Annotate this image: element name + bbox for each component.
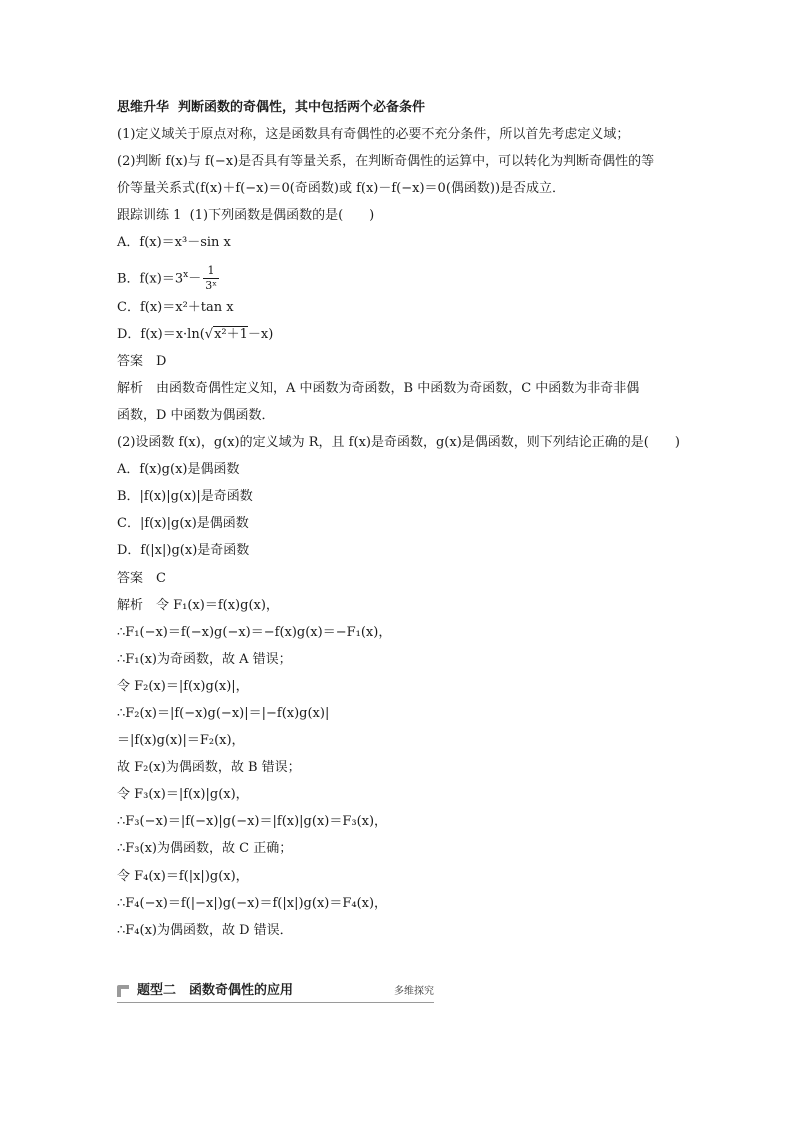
- exercise-2-option-a: A．f(x)g(x)是偶函数: [117, 462, 240, 478]
- analysis-line: ∴F₄(x)为偶函数，故 D 错误．: [117, 922, 293, 938]
- option-b-text: B．f(x)＝3: [117, 270, 184, 286]
- exercise-1-option-b: [117, 257, 682, 294]
- analysis-line: ∴F₁(x)为奇函数，故 A 错误；: [117, 651, 292, 667]
- option-b-minus: －: [188, 270, 202, 286]
- analysis-line: ∴F₃(−x)＝|f(−x)|g(−x)＝|f(x)|g(x)＝F₃(x)，: [117, 814, 388, 830]
- analysis-line: 令 F₄(x)＝f(|x|)g(x)，: [117, 868, 249, 884]
- analysis-line: ∴F₄(−x)＝f(|−x|)g(−x)＝f(|x|)g(x)＝F₄(x)，: [117, 895, 388, 911]
- summary-point-2: (2)判断 f(x)与 f(−x)是否具有等量关系，在判断奇偶性的运算中，可以转化为判断奇偶性的等: [117, 154, 655, 170]
- analysis-line: ∴F₁(−x)＝f(−x)g(−x)＝−f(x)g(x)＝−F₁(x)，: [117, 624, 392, 640]
- option-d-text: D．f(x)＝x·ln(: [117, 326, 205, 342]
- sqrt-radicand: x²＋1: [214, 326, 248, 342]
- fraction-denominator: 3ˣ: [205, 278, 217, 292]
- exercise-2-option-d: D．f(|x|)g(x)是奇函数: [117, 543, 250, 559]
- analysis-line: 故 F₂(x)为偶函数，故 B 错误；: [117, 760, 301, 776]
- exercise-1-question: 跟踪训练 1 (1)下列函数是偶函数的是( ): [117, 208, 375, 224]
- exercise-1-option-c: C．f(x)＝x²＋tan x: [117, 299, 234, 315]
- section-title: 题型二 函数奇偶性的应用: [137, 983, 294, 998]
- section-tag: 多维探究: [394, 986, 434, 997]
- fraction-numerator: 1: [203, 264, 219, 279]
- section-tab-icon: [117, 985, 129, 997]
- document-body: [117, 94, 682, 944]
- analysis-line: ＝|f(x)g(x)|＝F₂(x)，: [117, 733, 245, 749]
- option-b-fraction: [203, 264, 219, 293]
- option-d-tail: －x): [247, 326, 274, 342]
- exercise-1-analysis: 解析 由函数奇偶性定义知，A 中函数为奇函数，B 中函数为奇函数，C 中函数为非奇非偶: [117, 380, 640, 396]
- analysis-line: 令 F₂(x)＝|f(x)g(x)|，: [117, 678, 249, 694]
- exercise-1-analysis-cont: 函数，D 中函数为偶函数．: [117, 407, 275, 423]
- exercise-1-answer: 答案 D: [117, 353, 167, 369]
- exercise-2-option-b: B．|f(x)|g(x)|是奇函数: [117, 489, 253, 505]
- summary-heading: 思维升华 判断函数的奇偶性，其中包括两个必备条件: [117, 100, 426, 115]
- summary-point-2-cont: 价等量关系式(f(x)＋f(−x)＝0(奇函数)或 f(x)－f(−x)＝0(偶函数))是否成立．: [117, 181, 566, 197]
- analysis-line: ∴F₃(x)为偶函数，故 C 正确；: [117, 841, 293, 857]
- exercise-2-option-c: C．|f(x)|g(x)是偶函数: [117, 516, 249, 532]
- analysis-line: 解析 令 F₁(x)＝f(x)g(x)，: [117, 597, 279, 613]
- section-header: [117, 982, 434, 1003]
- analysis-line: 令 F₃(x)＝|f(x)|g(x)，: [117, 787, 249, 803]
- option-b-exponent: x: [183, 269, 189, 280]
- exercise-2-answer: 答案 C: [117, 570, 166, 586]
- analysis-line: ∴F₂(x)＝|f(−x)g(−x)|＝|−f(x)g(x)|: [117, 705, 330, 721]
- exercise-1-option-d: [117, 321, 682, 348]
- summary-point-1: (1)定义域关于原点对称，这是函数具有奇偶性的必要不充分条件，所以首先考虑定义域；: [117, 127, 630, 143]
- exercise-2-question: (2)设函数 f(x)，g(x)的定义域为 R，且 f(x)是奇函数，g(x)是偶函数，则下列结论正确的是( ): [117, 435, 680, 451]
- sqrt-sign: √: [204, 326, 214, 342]
- exercise-1-option-a: A．f(x)＝x³－sin x: [117, 235, 231, 251]
